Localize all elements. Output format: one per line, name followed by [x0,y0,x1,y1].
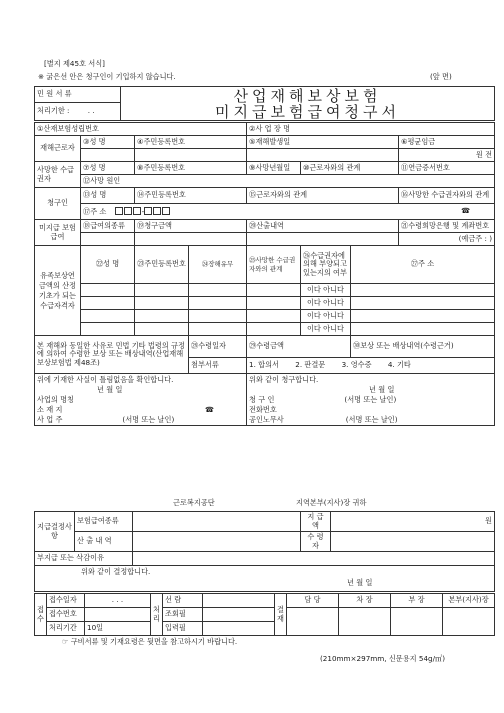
claimant-name[interactable]: ⑬성 명 [81,188,135,204]
denial-reason: 부지급 또는 삭감이유 [35,552,133,566]
pension-cert-no[interactable]: ⑪연금증서번호 [399,162,495,175]
calc-details[interactable]: ⑳산출내역 [247,220,399,233]
paper-size: (210mm×297mm, 신문용지 54g/㎡) [320,654,446,663]
survivor-living-header: ㉖수급권자에 의해 부양되고 있는지의 여부 [301,246,351,284]
attachments-label: 첨부서류 [189,358,247,374]
receipt-date-label: 접수일자 [47,594,85,608]
claimant-rrn[interactable]: ⑭주민등록번호 [135,188,247,204]
worker-name[interactable]: ③성 명 [81,136,135,149]
approve-item-2: 부 장 [391,594,443,608]
decision-calc: 산 출 내 역 [75,532,133,552]
receipt-no-label: 접수번호 [47,608,85,622]
deceased-rrn[interactable]: ⑧주민등록번호 [135,162,247,175]
survivor-rrn-header: ㉓주민등록번호 [135,246,189,284]
attachments-list[interactable]: 1. 합의서 2. 판결문 3. 영수증 4. 기타 [247,358,495,374]
handle-item-0: 선 람 [163,594,203,608]
deceased-name[interactable]: ⑦성 명 [81,162,135,175]
deadline-label: 처리기한 : [37,106,70,116]
business-confirm: 위에 기재한 사실이 틀림없음을 확인합니다. 년 월 일 사업의 명칭 소 재 지 ☎ 사 업 주 (서명 또는 날인) [35,374,247,426]
compensation-text: 본 재해와 동일한 사유로 민법 기타 법령의 규정에 의하여 수령한 보상 또는 배상내역(산업재해보상보험법 제48조) [35,336,189,374]
attorney-line[interactable]: 공인노무사 (서명 또는 날인) [249,415,398,424]
table-row [35,297,495,310]
deceased-relation[interactable]: ⑩근로자와의 관계 [301,162,399,175]
claimant-label: 청구인 [35,188,81,220]
deadline-period-value: 10일 [85,622,151,636]
owner-line[interactable]: 사 업 주 (서명 또는 날인) [37,415,175,424]
insured-no-field[interactable]: ①산재보험성립번호 [35,123,247,136]
worker-label: 재해근로자 [35,136,81,162]
handle-item-1: 조회필 [163,608,203,622]
yes-no-toggle[interactable]: 이다 아니다 [301,310,351,323]
survivor-name-header: ㉒성 명 [81,246,135,284]
deceased-label: 사망한 수급권자 [35,162,81,188]
decision-amount-unit: 원 [331,512,495,532]
decision-recipient: 수 령 자 [301,532,331,552]
docs-label: 민 원 서 류 [35,87,121,103]
title-line2: 미지급보험급여청구서 [215,102,400,121]
location-line[interactable]: 소 재 지 ☎ [37,405,214,414]
claimant-address[interactable] [81,204,495,220]
accident-date[interactable]: ⑤재해발생일 [247,136,399,149]
deadline-cell [35,103,121,121]
claim-confirm: 위와 같이 청구합니다. 년 월 일 청 구 인 (서명 또는 날인) 전화번호 공인노무사 (서명 또는 날인) [247,374,495,426]
yes-no-toggle[interactable]: 이다 아니다 [301,323,351,336]
yes-no-toggle[interactable]: 이다 아니다 [301,297,351,310]
main-form [34,122,495,426]
footer-note: ☞ 구비서류 및 기재요령은 뒷면을 참고하시기 바랍니다. [62,637,238,646]
approve-item-3: 본부(지사)장 [443,594,495,608]
receipt-amount[interactable]: ㉙수령금액 [247,336,351,358]
handle-label: 처리 [151,594,163,636]
page-side: (앞 면) [430,72,452,81]
decision-amount-label: 지 급 액 [301,512,331,532]
postal-code-boxes[interactable]: - [115,207,172,216]
phone-icon: ☎ [205,405,214,414]
claimant-deceased-relation[interactable]: ⑯사망한 수급권자와의 관계 [399,188,495,204]
survivor-address-header: ㉗주 소 [351,246,495,284]
average-wage[interactable]: ⑥평균임금 [399,136,495,149]
title-line1: 산업재해보상보험 [233,86,382,105]
decision-kind: 보험급여종류 [75,512,133,532]
agency-branch: 지역본부(지사)장 귀하 [296,498,367,507]
bank-account[interactable]: ㉑수령희망은행 및 계좌번호 [399,220,495,233]
approve-label: 결재 [275,594,287,636]
handle-item-2: 입력필 [163,622,203,636]
claim-amount[interactable]: ⑲청구금액 [135,220,247,233]
receipt-date[interactable]: ㉘수령일자 [189,336,247,358]
business-name-line[interactable]: 사업의 명칭 [37,395,75,404]
table-row [35,284,495,297]
processing-block [34,593,495,636]
table-row [35,310,495,323]
worker-rrn[interactable]: ④주민등록번호 [135,136,247,149]
address-label: ⑰주 소 [83,206,107,216]
agency-name: 근로복지공단 [173,498,215,507]
claimant-line[interactable]: 청 구 인 (서명 또는 날인) [249,395,397,404]
wage-unit: 원 전 [399,149,495,162]
claimant-relation[interactable]: ⑮근로자와의 관계 [247,188,399,204]
deadline-period-label: 처리기간 [47,622,85,636]
phone-icon: ☎ [461,205,471,215]
receipt-label: 접수 [35,594,47,636]
survivors-label: 유족보상연금액의 산정기초가 되는 수급자격자 [35,246,81,336]
approve-item-0: 담 당 [287,594,339,608]
form-number: [별지 제45호 서식] [44,59,105,68]
table-row [35,323,495,336]
tel-line[interactable]: 전화번호 [249,405,277,414]
approve-item-1: 차 장 [339,594,391,608]
decision-block [34,511,495,592]
survivor-relation-header: ㉕사망한 수급권자와의 관계 [247,246,301,284]
title-block [34,86,495,121]
form-title [121,87,495,121]
survivor-dependency-header: ㉔장해유무 [189,246,247,284]
business-name-field[interactable]: ②사 업 장 명 [247,123,495,136]
yes-no-toggle[interactable]: 이다 아니다 [301,284,351,297]
unpaid-label: 미지급 보험급여 [35,220,81,246]
death-cause[interactable]: ⑫사망 원인 [81,175,495,188]
note-text: ※ 굵은선 안은 청구인이 기입하지 않습니다. [38,72,176,81]
receipt-date-value: . . . [85,594,151,608]
decision-declare: 위와 같이 결정합니다. 년 월 일 [35,566,495,592]
deadline-value: . . [87,106,95,116]
death-date[interactable]: ⑨사망년월일 [247,162,301,175]
account-holder[interactable]: (예금주 : ) [399,233,495,246]
benefit-kind[interactable]: ⑱급여의종류 [81,220,135,233]
compensation-kind[interactable]: ㉚보상 또는 배상내역(수령근거) [351,336,495,358]
decision-label: 지급결정사항 [35,512,75,552]
